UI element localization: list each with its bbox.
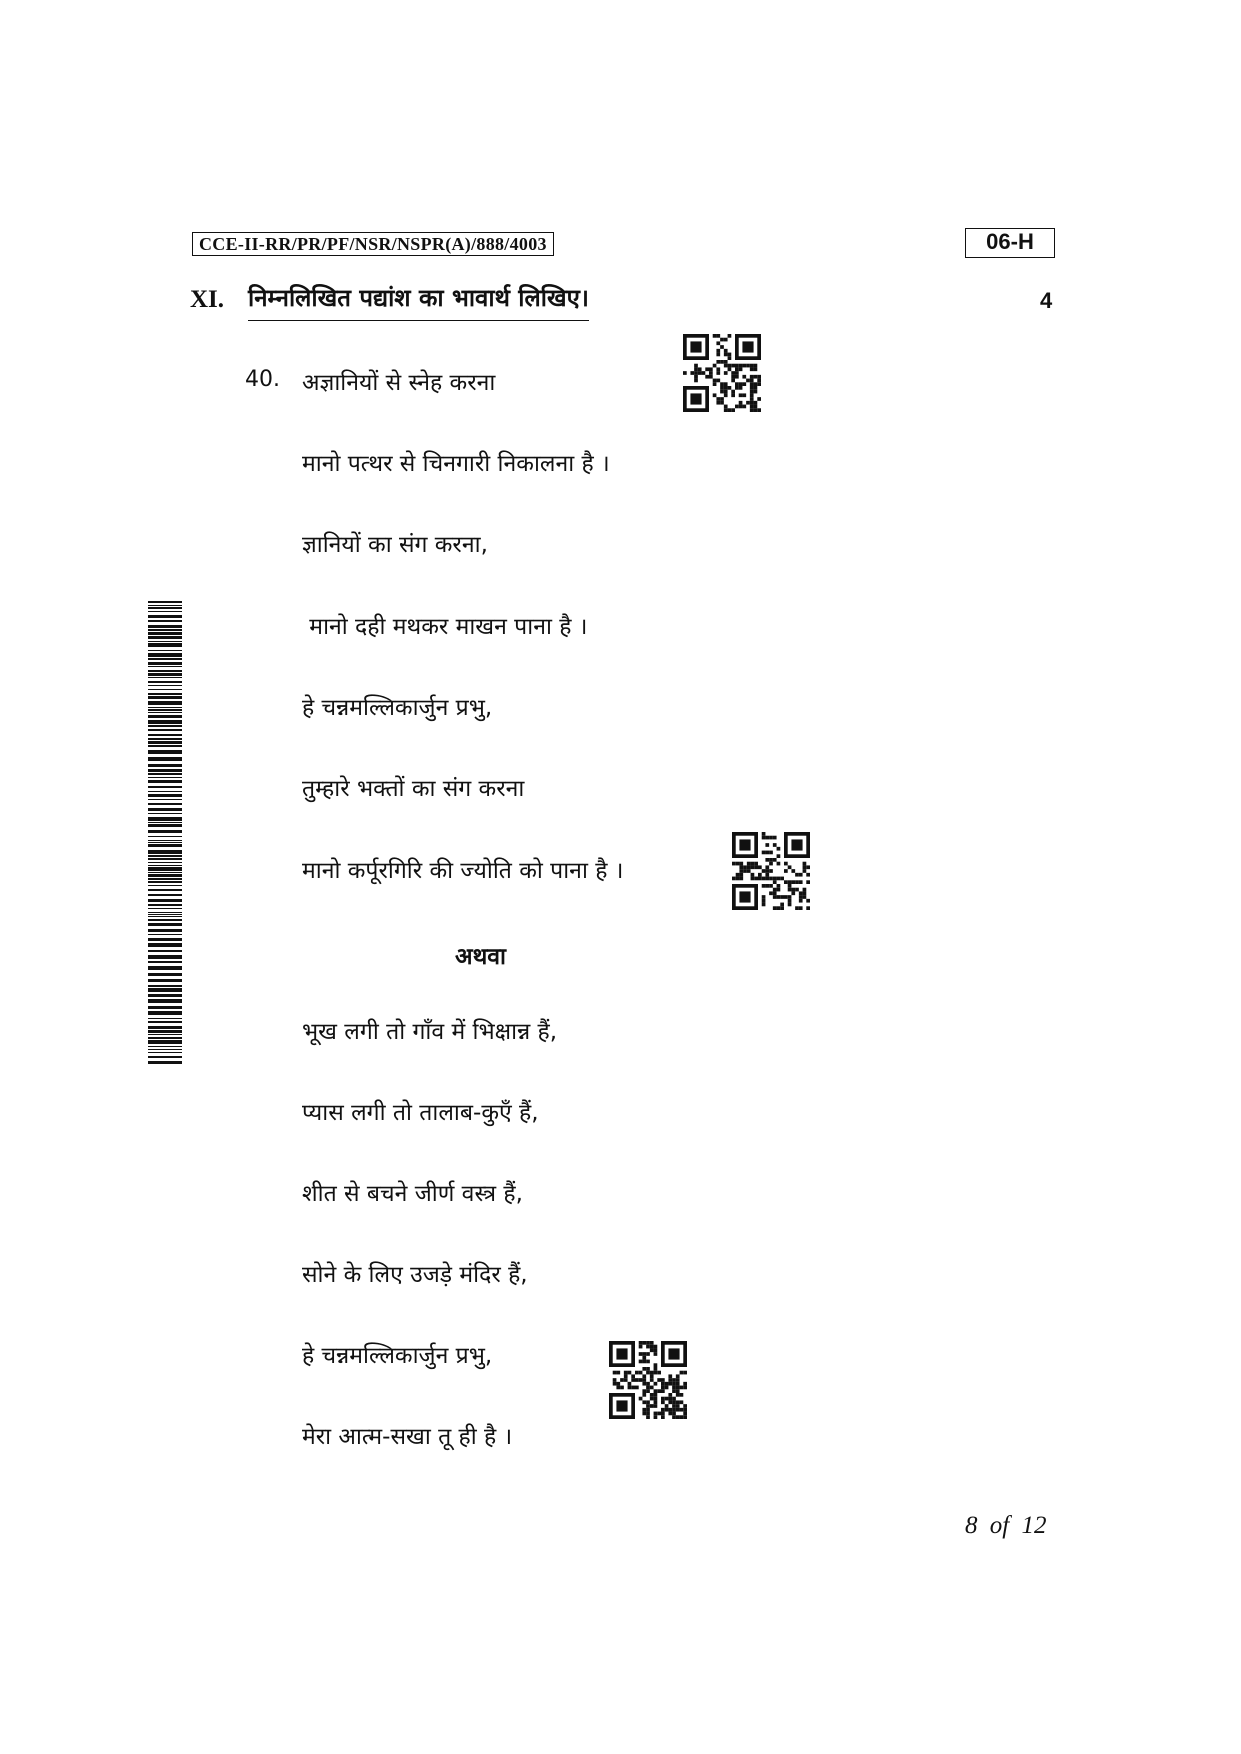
poem-line: मानो कर्पूरगिरि की ज्योति को पाना है । (302, 858, 624, 884)
poem-line: मेरा आत्म-सखा तू ही है । (302, 1424, 513, 1450)
poem-line: अज्ञानियों से स्नेह करना (302, 370, 496, 396)
subject-code: 06-H (965, 228, 1055, 258)
page-number: 8 of 12 (965, 1512, 1047, 1539)
poem-line: मानो पत्थर से चिनगारी निकालना है । (302, 451, 610, 477)
poem-line: हे चन्नमल्लिकार्जुन प्रभु, (302, 1343, 493, 1369)
poem-line: तुम्हारे भक्तों का संग करना (302, 776, 525, 802)
poem-line: मानो दही मथकर माखन पाना है । (302, 614, 588, 640)
poem-line: भूख लगी तो गाँव में भिक्षान्न हैं, (302, 1019, 558, 1045)
question-marks: 4 (1040, 288, 1053, 313)
or-separator: अथवा (455, 944, 507, 970)
qr-code-icon (609, 1341, 687, 1419)
paper-code: CCE-II-RR/PR/PF/NSR/NSPR(A)/888/4003 (192, 232, 554, 256)
poem-line: सोने के लिए उजड़े मंदिर हैं, (302, 1262, 528, 1288)
poem-line: शीत से बचने जीर्ण वस्त्र हैं, (302, 1181, 523, 1207)
poem-line: ज्ञानियों का संग करना, (302, 532, 488, 558)
barcode-icon (148, 601, 182, 1065)
qr-code-icon (732, 832, 810, 910)
poem-line: प्यास लगी तो तालाब-कुएँ हैं, (302, 1100, 539, 1126)
qr-code-icon (683, 334, 761, 412)
poem-line: हे चन्नमल्लिकार्जुन प्रभु, (302, 695, 493, 721)
sub-question-number: 40. (245, 367, 280, 392)
question-number: XI. (190, 286, 225, 313)
question-instruction: निम्नलिखित पद्यांश का भावार्थ लिखिए। (248, 281, 589, 321)
